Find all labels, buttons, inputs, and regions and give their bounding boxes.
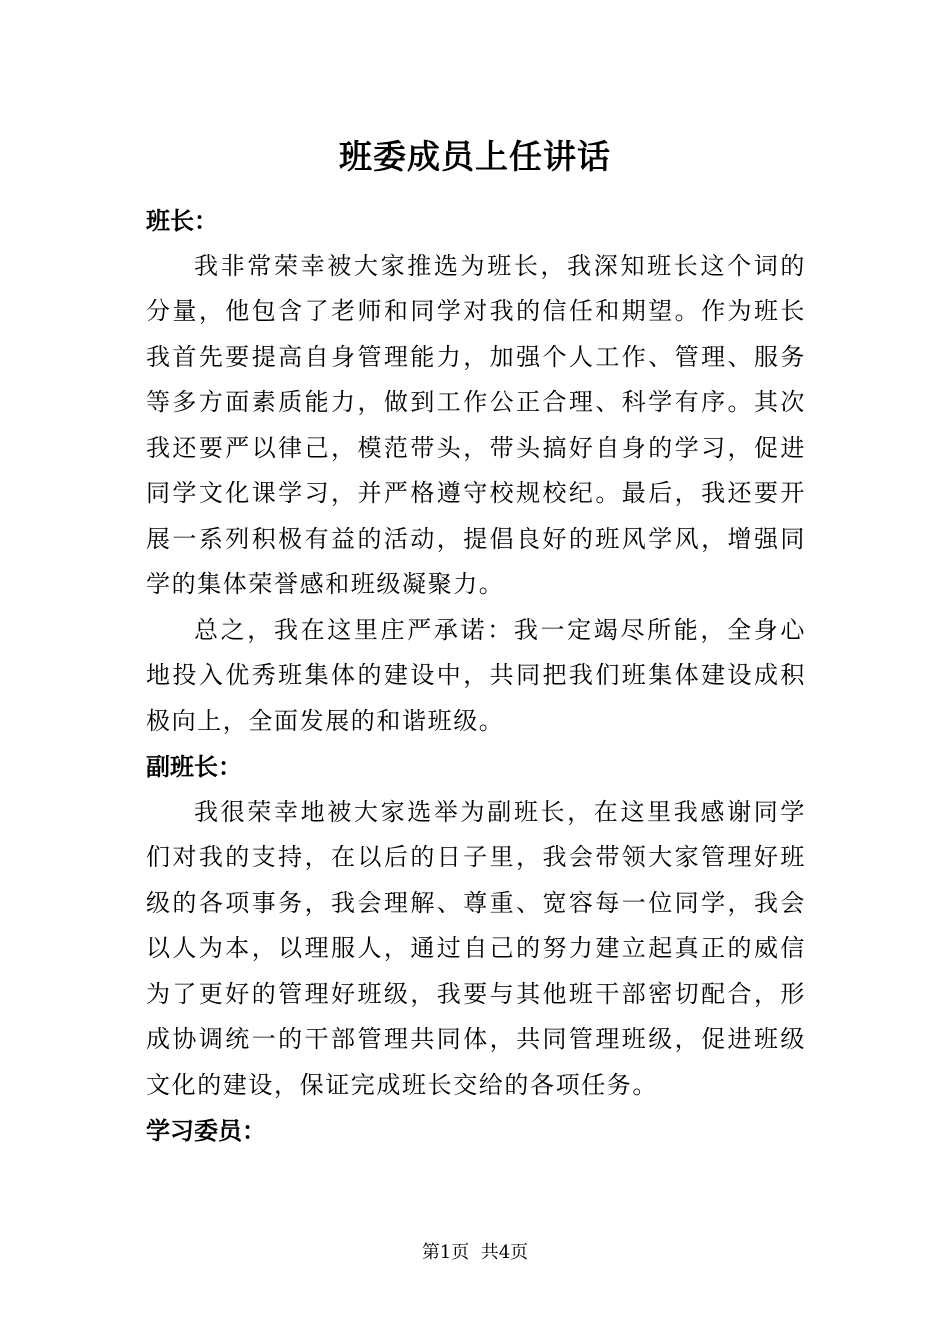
paragraph: 我很荣幸地被大家选举为副班长，在这里我感谢同学们对我的支持，在以后的日子里，我会带领大家管理好班级的各项事务，我会理解、尊重、宽容每一位同学，我会以人为本，以理服人，通过自己的努力建立起真正的威信为了更好的管理好班级，我要与其他班干部密切配合，形成协调统一的干部管理共同体，共同管理班级，促进班级文化的建设，保证完成班长交给的各项任务。 (146, 797, 806, 1099)
section-heading: 副班长： (146, 752, 242, 781)
section-vice-monitor (146, 744, 806, 1108)
section-class-monitor (146, 198, 806, 744)
paragraph: 总之，我在这里庄严承诺：我一定竭尽所能，全身心地投入优秀班集体的建设中，共同把我们班集体建设成积极向上，全面发展的和谐班级。 (146, 615, 806, 735)
document-title: 班委成员上任讲话 (339, 137, 611, 176)
section-heading: 学习委员： (146, 1116, 266, 1145)
page-total: 共4页 (480, 1242, 529, 1263)
page-footer (0, 1238, 950, 1268)
document-body (146, 198, 806, 1154)
section-heading: 班长： (146, 206, 218, 235)
paragraph: 我非常荣幸被大家推选为班长，我深知班长这个词的分量，他包含了老师和同学对我的信任和期望。作为班长我首先要提高自身管理能力，加强个人工作、管理、服务等多方面素质能力，做到工作公正合理、科学有序。其次我还要严以律己，模范带头，带头搞好自身的学习，促进同学文化课学习，并严格遵守校规校纪。最后，我还要开展一系列积极有益的活动，提倡良好的班风学风，增强同学的集体荣誉感和班级凝聚力。 (146, 251, 806, 598)
page-number: 第1页 (421, 1242, 470, 1263)
section-study-committee (146, 1108, 806, 1154)
